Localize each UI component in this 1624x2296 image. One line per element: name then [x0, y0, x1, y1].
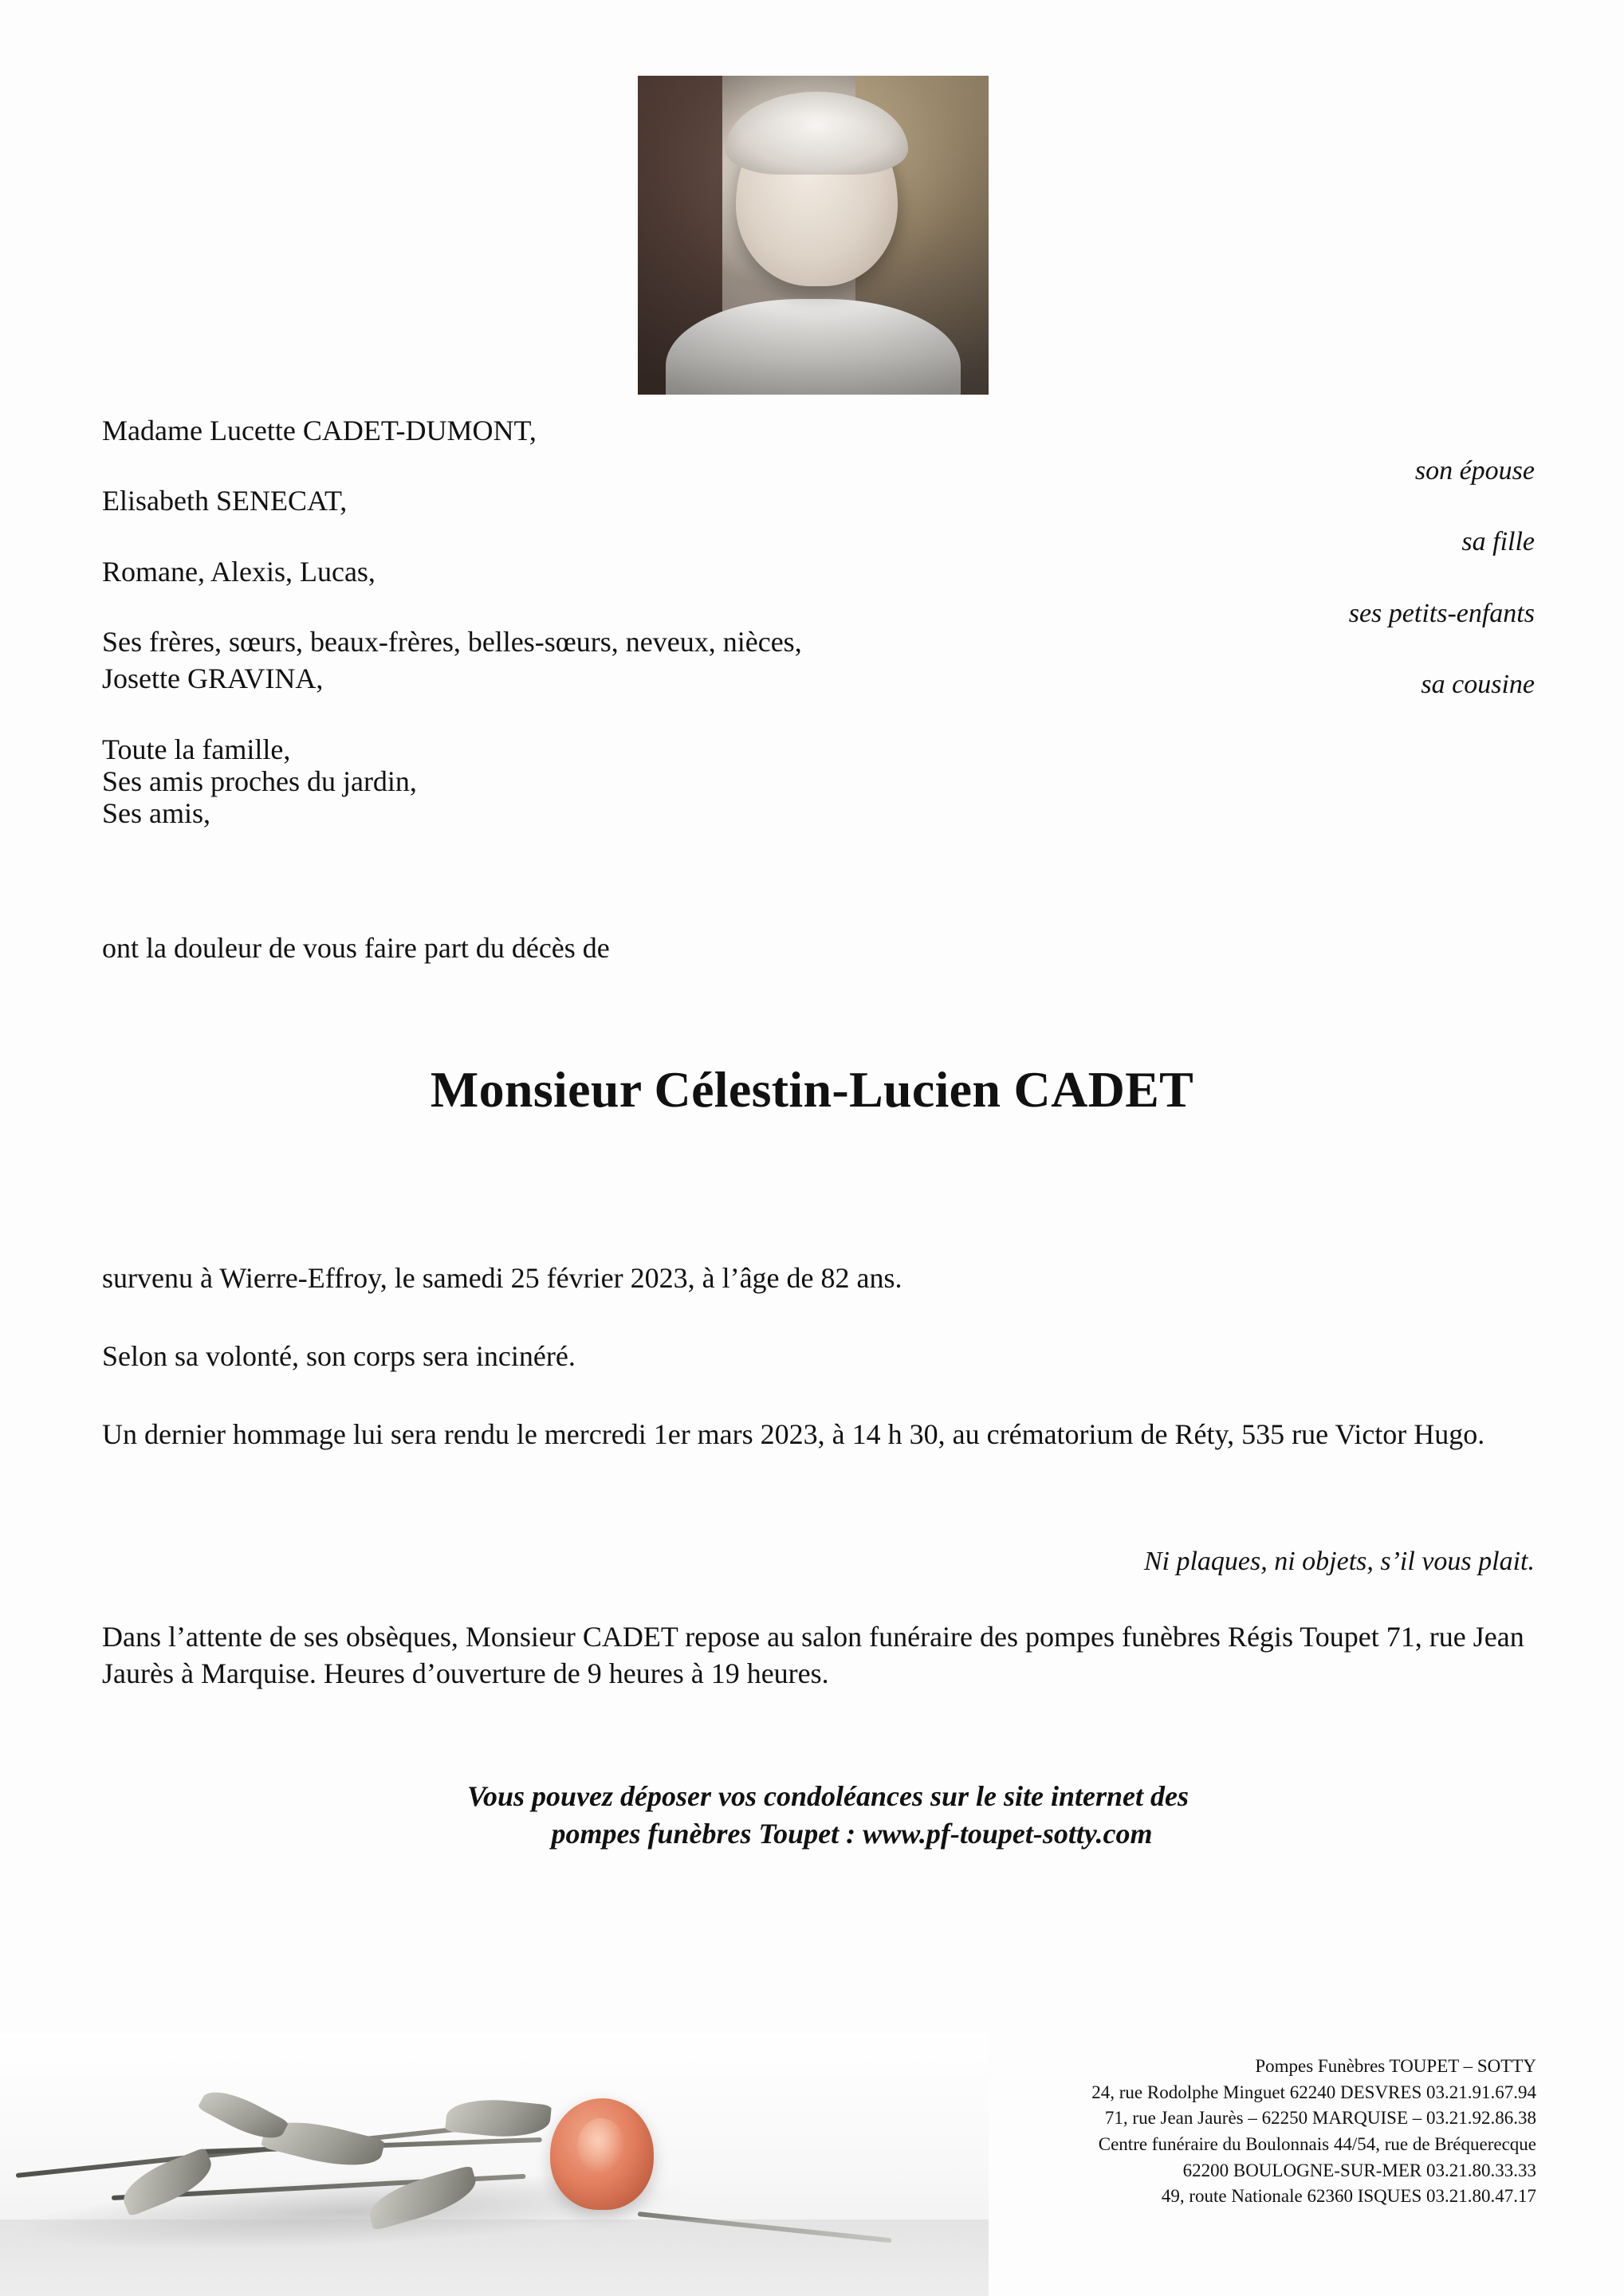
portrait-vignette [638, 76, 989, 395]
details-block [102, 1260, 1537, 1453]
relation-grandchildren: ses petits-enfants [1348, 598, 1535, 628]
family-other-3: Ses amis, [102, 797, 211, 830]
announcement-line: ont la douleur de vous faire part du décès de [102, 932, 610, 964]
contact-line-4: Centre funéraire du Boulonnais 44/54, rue de Bréquerecque [1098, 2134, 1536, 2155]
contact-line-1: Pompes Funèbres TOUPET – SOTTY [1255, 2056, 1536, 2077]
condolences-block [0, 1778, 1624, 1853]
cremation-info: Selon sa volonté, son corps sera incinéré. [102, 1340, 576, 1373]
rose-illustration [0, 2033, 989, 2296]
family-name-3: Romane, Alexis, Lucas, [102, 555, 376, 588]
contact-line-5: 62200 BOULOGNE-SUR-MER 03.21.80.33.33 [1182, 2160, 1536, 2180]
funeral-home-contact [962, 2054, 1536, 2210]
family-name-5: Josette GRAVINA, [102, 662, 324, 695]
contact-line-6: 49, route Nationale 62360 ISQUES 03.21.80.47.17 [1161, 2186, 1536, 2207]
family-name-4: Ses frères, sœurs, beaux-frères, belles-sœurs, neveux, nièces, [102, 625, 802, 658]
no-plaques-notice: Ni plaques, ni objets, s’il vous plait. [1143, 1547, 1535, 1576]
relations-column [1040, 456, 1535, 741]
ceremony-info: Un dernier hommage lui sera rendu le mercredi 1er mars 2023, à 14 h 30, au crématorium de Réty, 535 rue Victor Hugo. [102, 1418, 1485, 1451]
condolences-line-2[interactable]: pompes funèbres Toupet : www.pf-toupet-sotty.com [551, 1817, 1153, 1850]
portrait-image [638, 76, 989, 395]
condolences-line-1: Vous pouvez déposer vos condoléances sur le site internet des [467, 1780, 1189, 1812]
death-info: survenu à Wierre-Effroy, le samedi 25 février 2023, à l’âge de 82 ans. [102, 1262, 902, 1294]
family-name-4-group [102, 626, 1059, 695]
deceased-name: Monsieur Célestin-Lucien CADET [430, 1061, 1194, 1118]
family-name-1: Madame Lucette CADET-DUMONT, [102, 415, 537, 446]
family-names-list [102, 415, 1059, 868]
contact-line-3: 71, rue Jean Jaurès – 62250 MARQUISE – 03.21.92.86.38 [1104, 2108, 1536, 2129]
rose-bloom [550, 2098, 654, 2210]
relation-daughter: sa fille [1461, 527, 1535, 557]
family-others-group [102, 733, 1059, 830]
repose-info: Dans l’attente de ses obsèques, Monsieur CADET repose au salon funéraire des pompes funèbres Régis Toupet 71, rue Jean Jaurès à Marquise. Heures d’ouverture de 9 heures à 19 heures. [102, 1621, 1524, 1690]
portrait-photo [638, 76, 989, 395]
family-other-2: Ses amis proches du jardin, [102, 765, 417, 797]
family-name-2: Elisabeth SENECAT, [102, 485, 348, 517]
rose-reflection [0, 2219, 989, 2296]
relation-cousin: sa cousine [1421, 670, 1535, 700]
relation-spouse: son épouse [1414, 456, 1535, 486]
contact-line-2: 24, rue Rodolphe Minguet 62240 DESVRES 03.21.91.67.94 [1091, 2082, 1536, 2102]
family-other-1: Toute la famille, [102, 733, 291, 765]
